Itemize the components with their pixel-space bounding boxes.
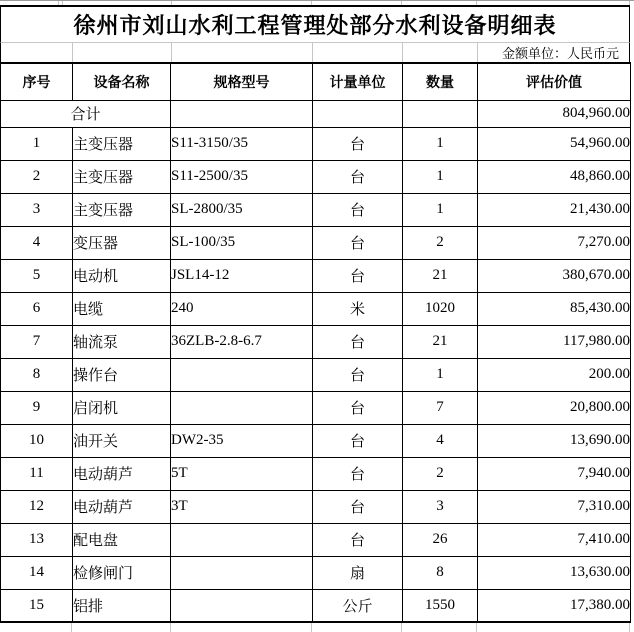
cell-value: 13,630.00 (478, 556, 631, 589)
gridline (311, 1, 312, 5)
table-row (1, 226, 631, 259)
cell-qty: 1 (403, 160, 478, 193)
cell-value: 380,670.00 (478, 259, 631, 292)
cell-name: 主变压器 (73, 160, 171, 193)
cell-value: 7,410.00 (478, 523, 631, 556)
cell-unit: 台 (313, 391, 403, 424)
cell-value: 7,270.00 (478, 226, 631, 259)
gridline (170, 623, 171, 632)
total-row (1, 100, 631, 127)
gridline (402, 43, 403, 62)
cell-unit: 台 (313, 424, 403, 457)
table-row (1, 127, 631, 160)
cell-no: 2 (1, 160, 73, 193)
cell-unit: 台 (313, 325, 403, 358)
cell-model (171, 523, 313, 556)
page-title: 徐州市刘山水利工程管理处部分水利设备明细表 (0, 5, 630, 42)
cell-name: 轴流泵 (73, 325, 171, 358)
gridline (401, 623, 402, 632)
gridline (62, 1, 63, 5)
cell-name: 油开关 (73, 424, 171, 457)
gridline (71, 623, 72, 632)
cell-value: 13,690.00 (478, 424, 631, 457)
cell-no: 14 (1, 556, 73, 589)
cell-model: S11-2500/35 (171, 160, 313, 193)
cell-model: SL-2800/35 (171, 193, 313, 226)
cell-unit: 台 (313, 259, 403, 292)
cell-qty: 1 (403, 358, 478, 391)
cell-no: 1 (1, 127, 73, 160)
total-label: 合计 (1, 100, 171, 127)
gridline (72, 43, 73, 62)
table-row (1, 589, 631, 622)
cell-model: 36ZLB-2.8-6.7 (171, 325, 313, 358)
table-row (1, 391, 631, 424)
gridline (171, 1, 172, 5)
gridline (477, 43, 478, 62)
cell-qty: 21 (403, 259, 478, 292)
cell-name: 电动葫芦 (73, 490, 171, 523)
cell-name: 电缆 (73, 292, 171, 325)
cell-no: 6 (1, 292, 73, 325)
cell-qty: 3 (403, 490, 478, 523)
equipment-detail-document (0, 5, 630, 632)
cell-qty: 8 (403, 556, 478, 589)
gridline (629, 623, 630, 632)
cell-name: 配电盘 (73, 523, 171, 556)
gridline (401, 1, 402, 5)
cell-model (171, 100, 313, 127)
subtitle-row (0, 42, 630, 62)
cell-unit: 台 (313, 193, 403, 226)
table-row (1, 358, 631, 391)
cell-qty: 1 (403, 193, 478, 226)
table-row (1, 556, 631, 589)
cell-unit: 台 (313, 127, 403, 160)
table-row (1, 193, 631, 226)
column-header-value: 评估价值 (478, 63, 631, 100)
table-row (1, 325, 631, 358)
cell-no: 9 (1, 391, 73, 424)
gridline (311, 623, 312, 632)
cell-no: 5 (1, 259, 73, 292)
cell-qty: 4 (403, 424, 478, 457)
table-row (1, 457, 631, 490)
cell-qty (403, 100, 478, 127)
cell-value: 20,800.00 (478, 391, 631, 424)
cell-qty: 2 (403, 226, 478, 259)
cell-no: 8 (1, 358, 73, 391)
column-header-unit: 计量单位 (313, 63, 403, 100)
cell-value: 117,980.00 (478, 325, 631, 358)
table-row (1, 490, 631, 523)
cell-model (171, 556, 313, 589)
cell-name: 电动葫芦 (73, 457, 171, 490)
cell-model: 5T (171, 457, 313, 490)
cell-unit: 台 (313, 226, 403, 259)
cell-qty: 1550 (403, 589, 478, 622)
cell-model (171, 358, 313, 391)
cell-model: 240 (171, 292, 313, 325)
column-header-model: 规格型号 (171, 63, 313, 100)
cell-value: 21,430.00 (478, 193, 631, 226)
cell-no: 12 (1, 490, 73, 523)
cell-value: 200.00 (478, 358, 631, 391)
column-header-no: 序号 (1, 63, 73, 100)
column-header-qty: 数量 (403, 63, 478, 100)
cell-no: 15 (1, 589, 73, 622)
cell-name: 电动机 (73, 259, 171, 292)
cell-unit: 台 (313, 358, 403, 391)
cell-value: 7,310.00 (478, 490, 631, 523)
cell-unit: 扇 (313, 556, 403, 589)
cell-no: 3 (1, 193, 73, 226)
gridline (476, 623, 477, 632)
cell-model: S11-3150/35 (171, 127, 313, 160)
cell-value: 54,960.00 (478, 127, 631, 160)
cell-model: SL-100/35 (171, 226, 313, 259)
cell-no: 4 (1, 226, 73, 259)
cell-value: 7,940.00 (478, 457, 631, 490)
cell-value: 85,430.00 (478, 292, 631, 325)
column-header-name: 设备名称 (73, 63, 171, 100)
equipment-table (0, 62, 631, 623)
cell-model: 3T (171, 490, 313, 523)
cell-no: 11 (1, 457, 73, 490)
cell-model: DW2-35 (171, 424, 313, 457)
cell-no: 10 (1, 424, 73, 457)
cell-name: 检修闸门 (73, 556, 171, 589)
cell-model (171, 589, 313, 622)
cell-qty: 21 (403, 325, 478, 358)
table-row (1, 424, 631, 457)
table-row (1, 292, 631, 325)
gridline (476, 1, 477, 5)
table-row (1, 259, 631, 292)
cell-unit: 台 (313, 523, 403, 556)
cell-model (171, 391, 313, 424)
table-row (1, 523, 631, 556)
cell-name: 主变压器 (73, 127, 171, 160)
cell-value: 17,380.00 (478, 589, 631, 622)
cell-qty: 1020 (403, 292, 478, 325)
cell-name: 变压器 (73, 226, 171, 259)
table-row (1, 160, 631, 193)
cell-unit: 米 (313, 292, 403, 325)
cell-unit (313, 100, 403, 127)
cell-name: 铝排 (73, 589, 171, 622)
header-row (1, 63, 631, 100)
cell-qty: 2 (403, 457, 478, 490)
sheet-top-margin (0, 0, 634, 5)
cell-unit: 台 (313, 490, 403, 523)
sheet-bottom-margin (0, 623, 634, 632)
cell-qty: 26 (403, 523, 478, 556)
gridline (58, 1, 59, 5)
amount-unit-note: 金额单位：人民币元 (501, 46, 619, 61)
cell-no: 13 (1, 523, 73, 556)
gridline (312, 43, 313, 62)
cell-qty: 1 (403, 127, 478, 160)
cell-value: 48,860.00 (478, 160, 631, 193)
gridline (171, 43, 172, 62)
cell-unit: 台 (313, 457, 403, 490)
cell-model: JSL14-12 (171, 259, 313, 292)
cell-unit: 公斤 (313, 589, 403, 622)
cell-qty: 7 (403, 391, 478, 424)
total-value: 804,960.00 (478, 100, 631, 127)
cell-name: 操作台 (73, 358, 171, 391)
cell-name: 主变压器 (73, 193, 171, 226)
gridline (629, 1, 630, 5)
cell-no: 7 (1, 325, 73, 358)
cell-unit: 台 (313, 160, 403, 193)
cell-name: 启闭机 (73, 391, 171, 424)
